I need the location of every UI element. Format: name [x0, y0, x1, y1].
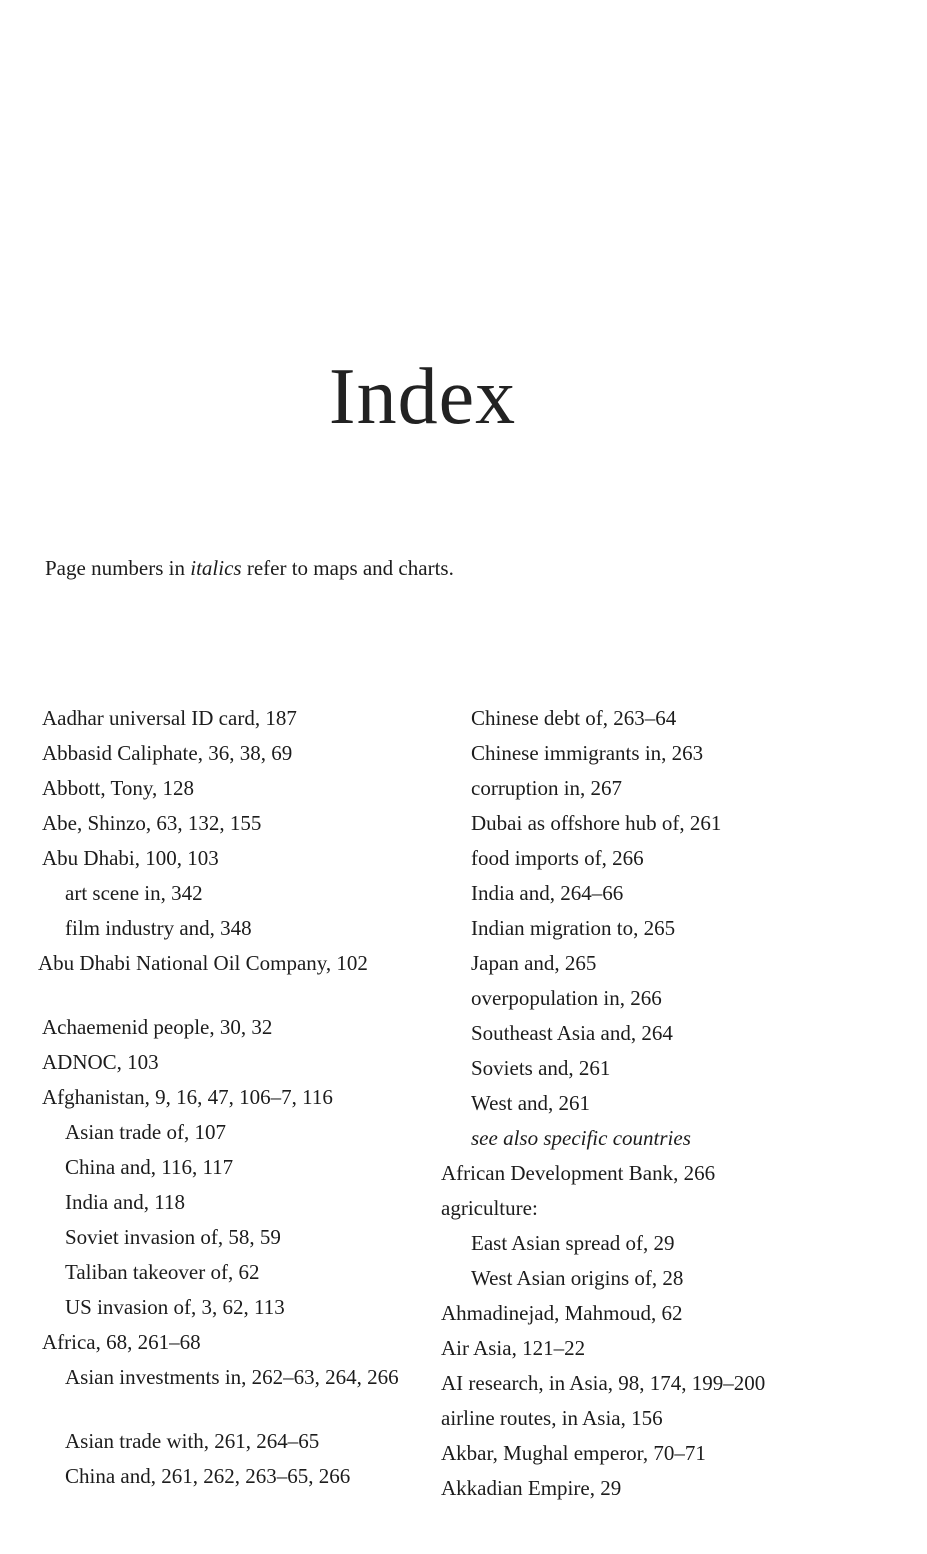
index-entry: Africa, 68, 261–68	[42, 1330, 201, 1354]
index-entry: airline routes, in Asia, 156	[441, 1406, 663, 1430]
index-subentry: Asian trade with, 261, 264–65	[65, 1429, 320, 1453]
index-subentry: West and, 261	[471, 1091, 591, 1115]
index-subentry: Southeast Asia and, 264	[471, 1021, 673, 1045]
index-entry: ADNOC, 103	[42, 1050, 159, 1074]
index-subentry: Dubai as offshore hub of, 261	[471, 811, 722, 835]
index-entry: agriculture:	[441, 1196, 538, 1220]
index-entry: Abbott, Tony, 128	[42, 776, 194, 800]
index-entry: Achaemenid people, 30, 32	[42, 1015, 273, 1039]
index-subentry: Chinese debt of, 263–64	[471, 706, 677, 730]
index-subentry: Soviet invasion of, 58, 59	[65, 1225, 281, 1249]
index-entry: Air Asia, 121–22	[441, 1336, 586, 1360]
index-entry: Akkadian Empire, 29	[441, 1476, 622, 1500]
index-subentry: China and, 261, 262, 263–65, 266	[65, 1464, 351, 1488]
index-entry: Aadhar universal ID card, 187	[42, 706, 297, 730]
index-subentry: East Asian spread of, 29	[471, 1231, 675, 1255]
index-subentry: West Asian origins of, 28	[471, 1266, 684, 1290]
index-column-left	[38, 703, 428, 1496]
index-subentry: Chinese immigrants in, 263	[471, 741, 704, 765]
index-subentry: overpopulation in, 266	[471, 986, 662, 1010]
index-subentry: US invasion of, 3, 62, 113	[65, 1295, 285, 1319]
index-subentry: Japan and, 265	[471, 951, 597, 975]
index-entry: Ahmadinejad, Mahmoud, 62	[441, 1301, 683, 1325]
index-subentry: Taliban takeover of, 62	[65, 1260, 260, 1284]
note-italic-word: italics	[190, 556, 242, 580]
see-also-reference	[441, 1123, 861, 1158]
index-entry: AI research, in Asia, 98, 174, 199–200	[441, 1371, 766, 1395]
index-entry: Akbar, Mughal emperor, 70–71	[441, 1441, 706, 1465]
index-entry: African Development Bank, 266	[441, 1161, 716, 1185]
index-subentry: Asian investments in, 262–63, 264, 266	[65, 1365, 399, 1389]
page-title: Index	[328, 353, 517, 441]
see-also-text: see also specific countries	[471, 1126, 691, 1150]
index-entry: Afghanistan, 9, 16, 47, 106–7, 116	[42, 1085, 333, 1109]
italics-note	[45, 556, 454, 581]
note-text-after: refer to maps and charts.	[241, 556, 454, 580]
index-subentry: film industry and, 348	[65, 916, 252, 940]
index-subentry: food imports of, 266	[471, 846, 644, 870]
index-subentry: Indian migration to, 265	[471, 916, 676, 940]
index-entry: Abbasid Caliphate, 36, 38, 69	[42, 741, 293, 765]
index-subentry: India and, 118	[65, 1190, 185, 1214]
index-entry: Abu Dhabi National Oil Company, 102	[38, 951, 368, 975]
index-subentry: China and, 116, 117	[65, 1155, 234, 1179]
index-column-right	[441, 703, 861, 1508]
index-subentry: India and, 264–66	[471, 881, 624, 905]
index-entry: Abu Dhabi, 100, 103	[42, 846, 219, 870]
index-subentry: corruption in, 267	[471, 776, 623, 800]
note-text-before: Page numbers in	[45, 556, 191, 580]
index-subentry: Asian trade of, 107	[65, 1120, 226, 1144]
index-subentry: art scene in, 342	[65, 881, 203, 905]
index-entry: Abe, Shinzo, 63, 132, 155	[42, 811, 262, 835]
index-subentry: Soviets and, 261	[471, 1056, 611, 1080]
